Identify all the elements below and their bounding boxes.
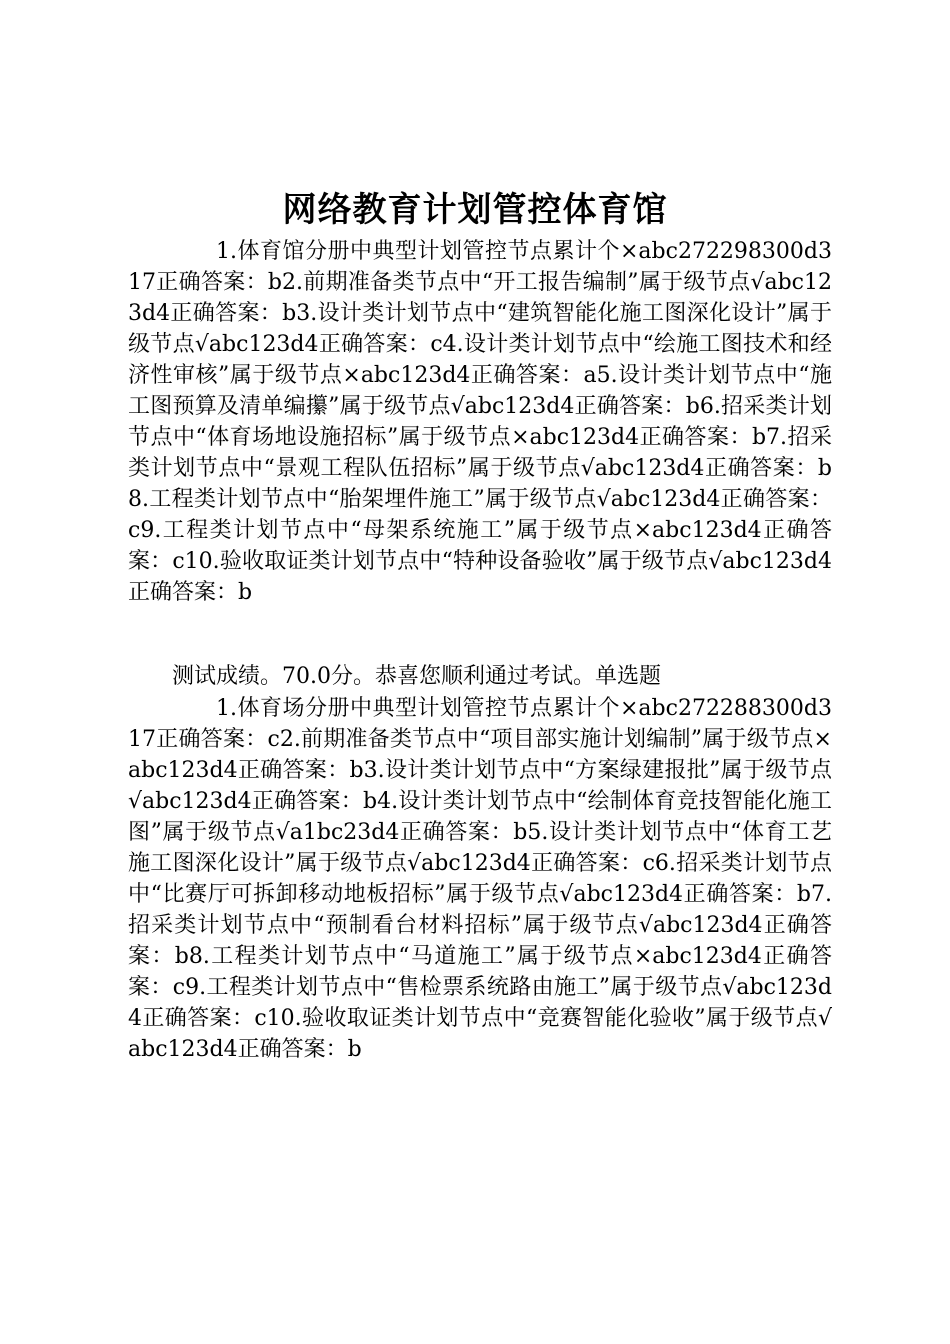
gymnasium-quiz-answers: 1.体育馆分册中典型计划管控节点累计个×abc272298300d317正确答案：b2.前期准备类节点中“开工报告编制”属于级节点√abc123d4正确答案：b3.设计类计划节点中“建筑智能化施工图深化设计”属于级节点√abc123d4正确答案：c4.设计类计划节点中“绘施工图技术和经济性审核”属于级节点×abc123d4正确答案：a5.设计类计划节点中“施工图预算及清单编攥”属于级节点√abc123d4正确答案：b6.招采类计划节点中“体育场地设施招标”属于级节点×abc123d4正确答案：b7.招采类计划节点中“景观工程队伍招标”属于级节点√abc123d4正确答案：b8.工程类计划节点中“胎架埋件施工”属于级节点√abc123d4正确答案：c9.工程类计划节点中“母架系统施工”属于级节点×abc123d4正确答案：c10.验收取证类计划节点中“特种设备验收”属于级节点√abc123d4正确答案：b: [128, 239, 832, 605]
stadium-quiz-answers: 1.体育场分册中典型计划管控节点累计个×abc272288300d317正确答案：c2.前期准备类节点中“项目部实施计划编制”属于级节点×abc123d4正确答案：b3.设计类计划节点中“方案绿建报批”属于级节点√abc123d4正确答案：b4.设计类计划节点中“绘制体育竞技智能化施工图”属于级节点√a1bc23d4正确答案：b5.设计类计划节点中“体育工艺施工图深化设计”属于级节点√abc123d4正确答案：c6.招采类计划节点中“比赛厅可拆卸移动地板招标”属于级节点√abc123d4正确答案：b7.招采类计划节点中“预制看台材料招标”属于级节点√abc123d4正确答案：b8.工程类计划节点中“马道施工”属于级节点×abc123d4正确答案：c9.工程类计划节点中“售检票系统路由施工”属于级节点√abc123d4正确答案：c10.验收取证类计划节点中“竞赛智能化验收”属于级节点√abc123d4正确答案：b: [128, 696, 832, 1062]
document-title: 网络教育计划管控体育馆: [282, 190, 668, 230]
test-score-line: 测试成绩。70.0分。恭喜您顺利通过考试。单选题: [172, 664, 661, 689]
